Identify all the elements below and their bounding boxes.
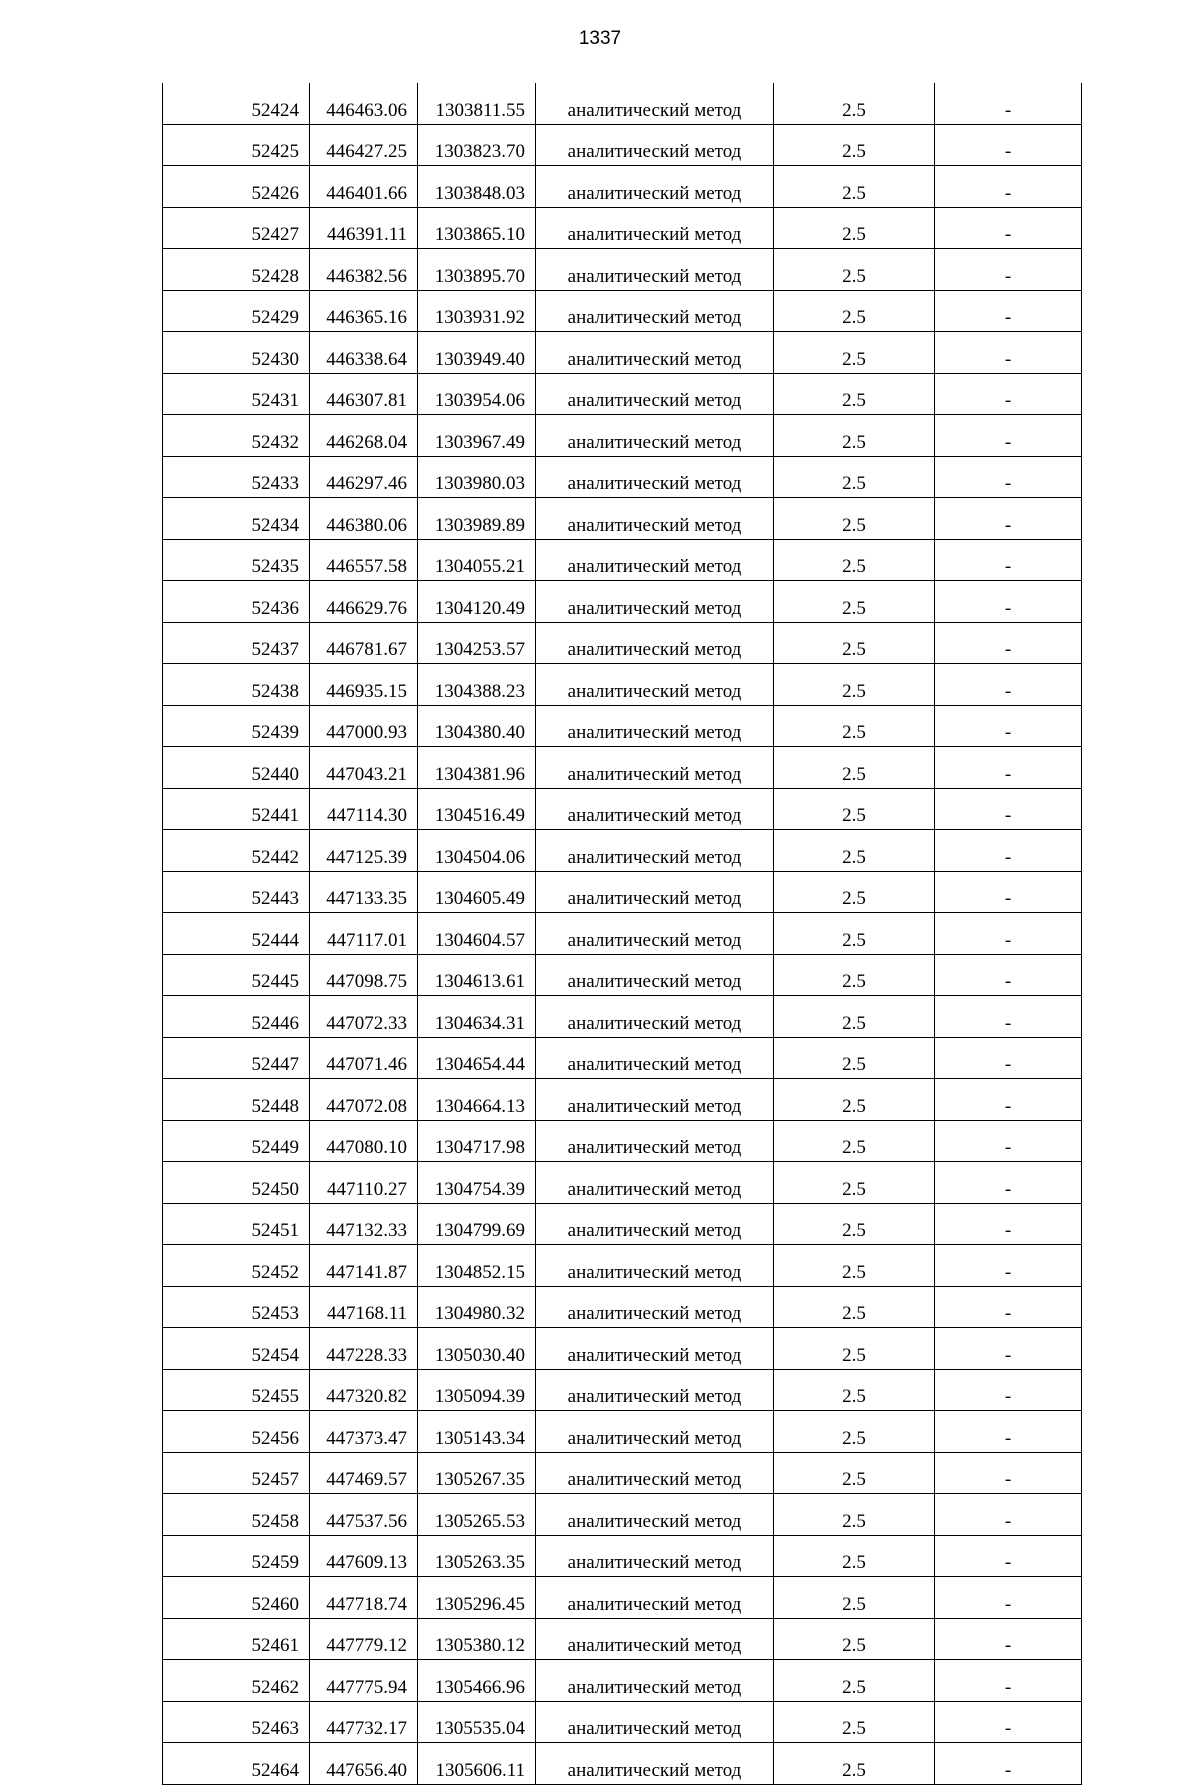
note-cell: -	[935, 1494, 1082, 1536]
note-cell: -	[935, 1162, 1082, 1204]
accuracy-cell: 2.5	[774, 871, 935, 913]
method-cell: аналитический метод	[536, 456, 774, 498]
point-id-cell: 52431	[163, 373, 310, 415]
x-coordinate-cell: 446935.15	[310, 664, 418, 706]
y-coordinate-cell: 1303895.70	[418, 249, 536, 291]
note-cell: -	[935, 207, 1082, 249]
method-cell: аналитический метод	[536, 1411, 774, 1453]
table-row	[163, 373, 1082, 415]
point-id-cell: 52435	[163, 539, 310, 581]
table-row	[163, 539, 1082, 581]
accuracy-cell: 2.5	[774, 1660, 935, 1702]
method-cell: аналитический метод	[536, 747, 774, 789]
point-id-cell: 52452	[163, 1245, 310, 1287]
coordinates-table	[162, 83, 1082, 1785]
note-cell: -	[935, 1701, 1082, 1743]
point-id-cell: 52451	[163, 1203, 310, 1245]
accuracy-cell: 2.5	[774, 415, 935, 457]
point-id-cell: 52458	[163, 1494, 310, 1536]
method-cell: аналитический метод	[536, 830, 774, 872]
accuracy-cell: 2.5	[774, 83, 935, 124]
accuracy-cell: 2.5	[774, 1245, 935, 1287]
y-coordinate-cell: 1303980.03	[418, 456, 536, 498]
point-id-cell: 52460	[163, 1577, 310, 1619]
x-coordinate-cell: 447779.12	[310, 1618, 418, 1660]
x-coordinate-cell: 447071.46	[310, 1037, 418, 1079]
y-coordinate-cell: 1303967.49	[418, 415, 536, 457]
table-row	[163, 1162, 1082, 1204]
y-coordinate-cell: 1305030.40	[418, 1328, 536, 1370]
method-cell: аналитический метод	[536, 415, 774, 457]
point-id-cell: 52461	[163, 1618, 310, 1660]
x-coordinate-cell: 447228.33	[310, 1328, 418, 1370]
point-id-cell: 52427	[163, 207, 310, 249]
note-cell: -	[935, 1411, 1082, 1453]
y-coordinate-cell: 1305094.39	[418, 1369, 536, 1411]
note-cell: -	[935, 622, 1082, 664]
x-coordinate-cell: 447320.82	[310, 1369, 418, 1411]
table-row	[163, 249, 1082, 291]
note-cell: -	[935, 83, 1082, 124]
table-row	[163, 1618, 1082, 1660]
table-row	[163, 996, 1082, 1038]
method-cell: аналитический метод	[536, 1286, 774, 1328]
accuracy-cell: 2.5	[774, 1743, 935, 1785]
y-coordinate-cell: 1305380.12	[418, 1618, 536, 1660]
note-cell: -	[935, 415, 1082, 457]
point-id-cell: 52448	[163, 1079, 310, 1121]
note-cell: -	[935, 664, 1082, 706]
accuracy-cell: 2.5	[774, 1494, 935, 1536]
accuracy-cell: 2.5	[774, 747, 935, 789]
accuracy-cell: 2.5	[774, 1535, 935, 1577]
note-cell: -	[935, 1037, 1082, 1079]
x-coordinate-cell: 446380.06	[310, 498, 418, 540]
point-id-cell: 52449	[163, 1120, 310, 1162]
table-row	[163, 1328, 1082, 1370]
point-id-cell: 52440	[163, 747, 310, 789]
method-cell: аналитический метод	[536, 954, 774, 996]
accuracy-cell: 2.5	[774, 830, 935, 872]
accuracy-cell: 2.5	[774, 124, 935, 166]
table-row	[163, 1286, 1082, 1328]
method-cell: аналитический метод	[536, 166, 774, 208]
table-row	[163, 166, 1082, 208]
table-row	[163, 581, 1082, 623]
x-coordinate-cell: 446382.56	[310, 249, 418, 291]
note-cell: -	[935, 1369, 1082, 1411]
accuracy-cell: 2.5	[774, 332, 935, 374]
accuracy-cell: 2.5	[774, 1701, 935, 1743]
x-coordinate-cell: 446268.04	[310, 415, 418, 457]
table-row	[163, 456, 1082, 498]
accuracy-cell: 2.5	[774, 207, 935, 249]
accuracy-cell: 2.5	[774, 1577, 935, 1619]
accuracy-cell: 2.5	[774, 1162, 935, 1204]
note-cell: -	[935, 747, 1082, 789]
method-cell: аналитический метод	[536, 539, 774, 581]
point-id-cell: 52443	[163, 871, 310, 913]
note-cell: -	[935, 705, 1082, 747]
y-coordinate-cell: 1304605.49	[418, 871, 536, 913]
point-id-cell: 52432	[163, 415, 310, 457]
accuracy-cell: 2.5	[774, 166, 935, 208]
point-id-cell: 52429	[163, 290, 310, 332]
accuracy-cell: 2.5	[774, 705, 935, 747]
method-cell: аналитический метод	[536, 124, 774, 166]
x-coordinate-cell: 446401.66	[310, 166, 418, 208]
y-coordinate-cell: 1305265.53	[418, 1494, 536, 1536]
note-cell: -	[935, 830, 1082, 872]
method-cell: аналитический метод	[536, 1743, 774, 1785]
table-row	[163, 1037, 1082, 1079]
x-coordinate-cell: 446629.76	[310, 581, 418, 623]
note-cell: -	[935, 498, 1082, 540]
y-coordinate-cell: 1304516.49	[418, 788, 536, 830]
x-coordinate-cell: 446297.46	[310, 456, 418, 498]
accuracy-cell: 2.5	[774, 996, 935, 1038]
method-cell: аналитический метод	[536, 1079, 774, 1121]
y-coordinate-cell: 1304754.39	[418, 1162, 536, 1204]
x-coordinate-cell: 446338.64	[310, 332, 418, 374]
y-coordinate-cell: 1305296.45	[418, 1577, 536, 1619]
accuracy-cell: 2.5	[774, 539, 935, 581]
method-cell: аналитический метод	[536, 1452, 774, 1494]
accuracy-cell: 2.5	[774, 622, 935, 664]
y-coordinate-cell: 1303989.89	[418, 498, 536, 540]
accuracy-cell: 2.5	[774, 913, 935, 955]
point-id-cell: 52424	[163, 83, 310, 124]
y-coordinate-cell: 1304604.57	[418, 913, 536, 955]
table-row	[163, 83, 1082, 124]
x-coordinate-cell: 446463.06	[310, 83, 418, 124]
x-coordinate-cell: 447043.21	[310, 747, 418, 789]
note-cell: -	[935, 1203, 1082, 1245]
point-id-cell: 52425	[163, 124, 310, 166]
table-row	[163, 1660, 1082, 1702]
accuracy-cell: 2.5	[774, 1037, 935, 1079]
x-coordinate-cell: 446307.81	[310, 373, 418, 415]
accuracy-cell: 2.5	[774, 373, 935, 415]
x-coordinate-cell: 447072.33	[310, 996, 418, 1038]
point-id-cell: 52445	[163, 954, 310, 996]
method-cell: аналитический метод	[536, 1618, 774, 1660]
note-cell: -	[935, 249, 1082, 291]
point-id-cell: 52437	[163, 622, 310, 664]
point-id-cell: 52433	[163, 456, 310, 498]
accuracy-cell: 2.5	[774, 1411, 935, 1453]
method-cell: аналитический метод	[536, 1162, 774, 1204]
note-cell: -	[935, 166, 1082, 208]
x-coordinate-cell: 447114.30	[310, 788, 418, 830]
note-cell: -	[935, 1120, 1082, 1162]
table-row	[163, 207, 1082, 249]
x-coordinate-cell: 447609.13	[310, 1535, 418, 1577]
table-row	[163, 954, 1082, 996]
table-row	[163, 1245, 1082, 1287]
table-row	[163, 1120, 1082, 1162]
accuracy-cell: 2.5	[774, 498, 935, 540]
y-coordinate-cell: 1305263.35	[418, 1535, 536, 1577]
y-coordinate-cell: 1304253.57	[418, 622, 536, 664]
y-coordinate-cell: 1305267.35	[418, 1452, 536, 1494]
y-coordinate-cell: 1303954.06	[418, 373, 536, 415]
table-row	[163, 1535, 1082, 1577]
point-id-cell: 52442	[163, 830, 310, 872]
table-row	[163, 124, 1082, 166]
method-cell: аналитический метод	[536, 1494, 774, 1536]
accuracy-cell: 2.5	[774, 249, 935, 291]
note-cell: -	[935, 1660, 1082, 1702]
y-coordinate-cell: 1303931.92	[418, 290, 536, 332]
accuracy-cell: 2.5	[774, 1328, 935, 1370]
note-cell: -	[935, 1743, 1082, 1785]
method-cell: аналитический метод	[536, 1328, 774, 1370]
accuracy-cell: 2.5	[774, 1120, 935, 1162]
method-cell: аналитический метод	[536, 332, 774, 374]
point-id-cell: 52438	[163, 664, 310, 706]
accuracy-cell: 2.5	[774, 664, 935, 706]
note-cell: -	[935, 332, 1082, 374]
accuracy-cell: 2.5	[774, 1203, 935, 1245]
point-id-cell: 52456	[163, 1411, 310, 1453]
y-coordinate-cell: 1304388.23	[418, 664, 536, 706]
note-cell: -	[935, 456, 1082, 498]
note-cell: -	[935, 290, 1082, 332]
y-coordinate-cell: 1304799.69	[418, 1203, 536, 1245]
accuracy-cell: 2.5	[774, 788, 935, 830]
x-coordinate-cell: 446365.16	[310, 290, 418, 332]
table-row	[163, 1743, 1082, 1785]
x-coordinate-cell: 447469.57	[310, 1452, 418, 1494]
method-cell: аналитический метод	[536, 1203, 774, 1245]
note-cell: -	[935, 1328, 1082, 1370]
table-row	[163, 1494, 1082, 1536]
point-id-cell: 52463	[163, 1701, 310, 1743]
note-cell: -	[935, 1245, 1082, 1287]
x-coordinate-cell: 447080.10	[310, 1120, 418, 1162]
y-coordinate-cell: 1304664.13	[418, 1079, 536, 1121]
x-coordinate-cell: 447110.27	[310, 1162, 418, 1204]
table-row	[163, 705, 1082, 747]
accuracy-cell: 2.5	[774, 1452, 935, 1494]
point-id-cell: 52457	[163, 1452, 310, 1494]
method-cell: аналитический метод	[536, 207, 774, 249]
method-cell: аналитический метод	[536, 1245, 774, 1287]
table-row	[163, 1079, 1082, 1121]
x-coordinate-cell: 447133.35	[310, 871, 418, 913]
x-coordinate-cell: 446427.25	[310, 124, 418, 166]
y-coordinate-cell: 1304120.49	[418, 581, 536, 623]
x-coordinate-cell: 447373.47	[310, 1411, 418, 1453]
y-coordinate-cell: 1304634.31	[418, 996, 536, 1038]
x-coordinate-cell: 447125.39	[310, 830, 418, 872]
table-row	[163, 1203, 1082, 1245]
point-id-cell: 52447	[163, 1037, 310, 1079]
method-cell: аналитический метод	[536, 249, 774, 291]
accuracy-cell: 2.5	[774, 1079, 935, 1121]
method-cell: аналитический метод	[536, 83, 774, 124]
method-cell: аналитический метод	[536, 913, 774, 955]
point-id-cell: 52462	[163, 1660, 310, 1702]
x-coordinate-cell: 446557.58	[310, 539, 418, 581]
y-coordinate-cell: 1304980.32	[418, 1286, 536, 1328]
accuracy-cell: 2.5	[774, 954, 935, 996]
accuracy-cell: 2.5	[774, 456, 935, 498]
x-coordinate-cell: 446391.11	[310, 207, 418, 249]
note-cell: -	[935, 871, 1082, 913]
table-row	[163, 290, 1082, 332]
y-coordinate-cell: 1304852.15	[418, 1245, 536, 1287]
table-row	[163, 871, 1082, 913]
note-cell: -	[935, 788, 1082, 830]
note-cell: -	[935, 913, 1082, 955]
table-row	[163, 332, 1082, 374]
method-cell: аналитический метод	[536, 1369, 774, 1411]
y-coordinate-cell: 1303823.70	[418, 124, 536, 166]
method-cell: аналитический метод	[536, 664, 774, 706]
x-coordinate-cell: 446781.67	[310, 622, 418, 664]
x-coordinate-cell: 447000.93	[310, 705, 418, 747]
table-row	[163, 913, 1082, 955]
method-cell: аналитический метод	[536, 1037, 774, 1079]
note-cell: -	[935, 1452, 1082, 1494]
method-cell: аналитический метод	[536, 871, 774, 913]
accuracy-cell: 2.5	[774, 1369, 935, 1411]
x-coordinate-cell: 447656.40	[310, 1743, 418, 1785]
y-coordinate-cell: 1305606.11	[418, 1743, 536, 1785]
method-cell: аналитический метод	[536, 290, 774, 332]
table-row	[163, 1452, 1082, 1494]
note-cell: -	[935, 954, 1082, 996]
table-body	[163, 83, 1082, 1784]
table-row	[163, 747, 1082, 789]
note-cell: -	[935, 1618, 1082, 1660]
x-coordinate-cell: 447098.75	[310, 954, 418, 996]
x-coordinate-cell: 447168.11	[310, 1286, 418, 1328]
y-coordinate-cell: 1304380.40	[418, 705, 536, 747]
note-cell: -	[935, 581, 1082, 623]
method-cell: аналитический метод	[536, 498, 774, 540]
method-cell: аналитический метод	[536, 1535, 774, 1577]
table-row	[163, 1577, 1082, 1619]
note-cell: -	[935, 1577, 1082, 1619]
method-cell: аналитический метод	[536, 1660, 774, 1702]
point-id-cell: 52464	[163, 1743, 310, 1785]
note-cell: -	[935, 1286, 1082, 1328]
table-row	[163, 664, 1082, 706]
method-cell: аналитический метод	[536, 788, 774, 830]
method-cell: аналитический метод	[536, 373, 774, 415]
y-coordinate-cell: 1303811.55	[418, 83, 536, 124]
point-id-cell: 52446	[163, 996, 310, 1038]
x-coordinate-cell: 447141.87	[310, 1245, 418, 1287]
table-row	[163, 1369, 1082, 1411]
y-coordinate-cell: 1304055.21	[418, 539, 536, 581]
x-coordinate-cell: 447775.94	[310, 1660, 418, 1702]
note-cell: -	[935, 373, 1082, 415]
method-cell: аналитический метод	[536, 705, 774, 747]
point-id-cell: 52430	[163, 332, 310, 374]
y-coordinate-cell: 1303865.10	[418, 207, 536, 249]
point-id-cell: 52450	[163, 1162, 310, 1204]
table-row	[163, 788, 1082, 830]
note-cell: -	[935, 539, 1082, 581]
x-coordinate-cell: 447072.08	[310, 1079, 418, 1121]
y-coordinate-cell: 1305466.96	[418, 1660, 536, 1702]
y-coordinate-cell: 1304613.61	[418, 954, 536, 996]
point-id-cell: 52459	[163, 1535, 310, 1577]
table-row	[163, 415, 1082, 457]
accuracy-cell: 2.5	[774, 1618, 935, 1660]
y-coordinate-cell: 1303848.03	[418, 166, 536, 208]
accuracy-cell: 2.5	[774, 290, 935, 332]
point-id-cell: 52434	[163, 498, 310, 540]
y-coordinate-cell: 1304504.06	[418, 830, 536, 872]
table-row	[163, 1411, 1082, 1453]
method-cell: аналитический метод	[536, 1577, 774, 1619]
point-id-cell: 52426	[163, 166, 310, 208]
table-row	[163, 498, 1082, 540]
y-coordinate-cell: 1304381.96	[418, 747, 536, 789]
method-cell: аналитический метод	[536, 622, 774, 664]
x-coordinate-cell: 447718.74	[310, 1577, 418, 1619]
note-cell: -	[935, 124, 1082, 166]
x-coordinate-cell: 447117.01	[310, 913, 418, 955]
table-row	[163, 830, 1082, 872]
point-id-cell: 52436	[163, 581, 310, 623]
point-id-cell: 52441	[163, 788, 310, 830]
note-cell: -	[935, 1079, 1082, 1121]
table-row	[163, 622, 1082, 664]
accuracy-cell: 2.5	[774, 1286, 935, 1328]
x-coordinate-cell: 447732.17	[310, 1701, 418, 1743]
point-id-cell: 52428	[163, 249, 310, 291]
method-cell: аналитический метод	[536, 581, 774, 623]
x-coordinate-cell: 447537.56	[310, 1494, 418, 1536]
point-id-cell: 52454	[163, 1328, 310, 1370]
y-coordinate-cell: 1304654.44	[418, 1037, 536, 1079]
note-cell: -	[935, 996, 1082, 1038]
method-cell: аналитический метод	[536, 1120, 774, 1162]
y-coordinate-cell: 1305143.34	[418, 1411, 536, 1453]
point-id-cell: 52439	[163, 705, 310, 747]
page-number: 1337	[578, 28, 622, 49]
method-cell: аналитический метод	[536, 996, 774, 1038]
point-id-cell: 52444	[163, 913, 310, 955]
x-coordinate-cell: 447132.33	[310, 1203, 418, 1245]
point-id-cell: 52453	[163, 1286, 310, 1328]
point-id-cell: 52455	[163, 1369, 310, 1411]
note-cell: -	[935, 1535, 1082, 1577]
accuracy-cell: 2.5	[774, 581, 935, 623]
table-row	[163, 1701, 1082, 1743]
method-cell: аналитический метод	[536, 1701, 774, 1743]
y-coordinate-cell: 1303949.40	[418, 332, 536, 374]
y-coordinate-cell: 1305535.04	[418, 1701, 536, 1743]
y-coordinate-cell: 1304717.98	[418, 1120, 536, 1162]
